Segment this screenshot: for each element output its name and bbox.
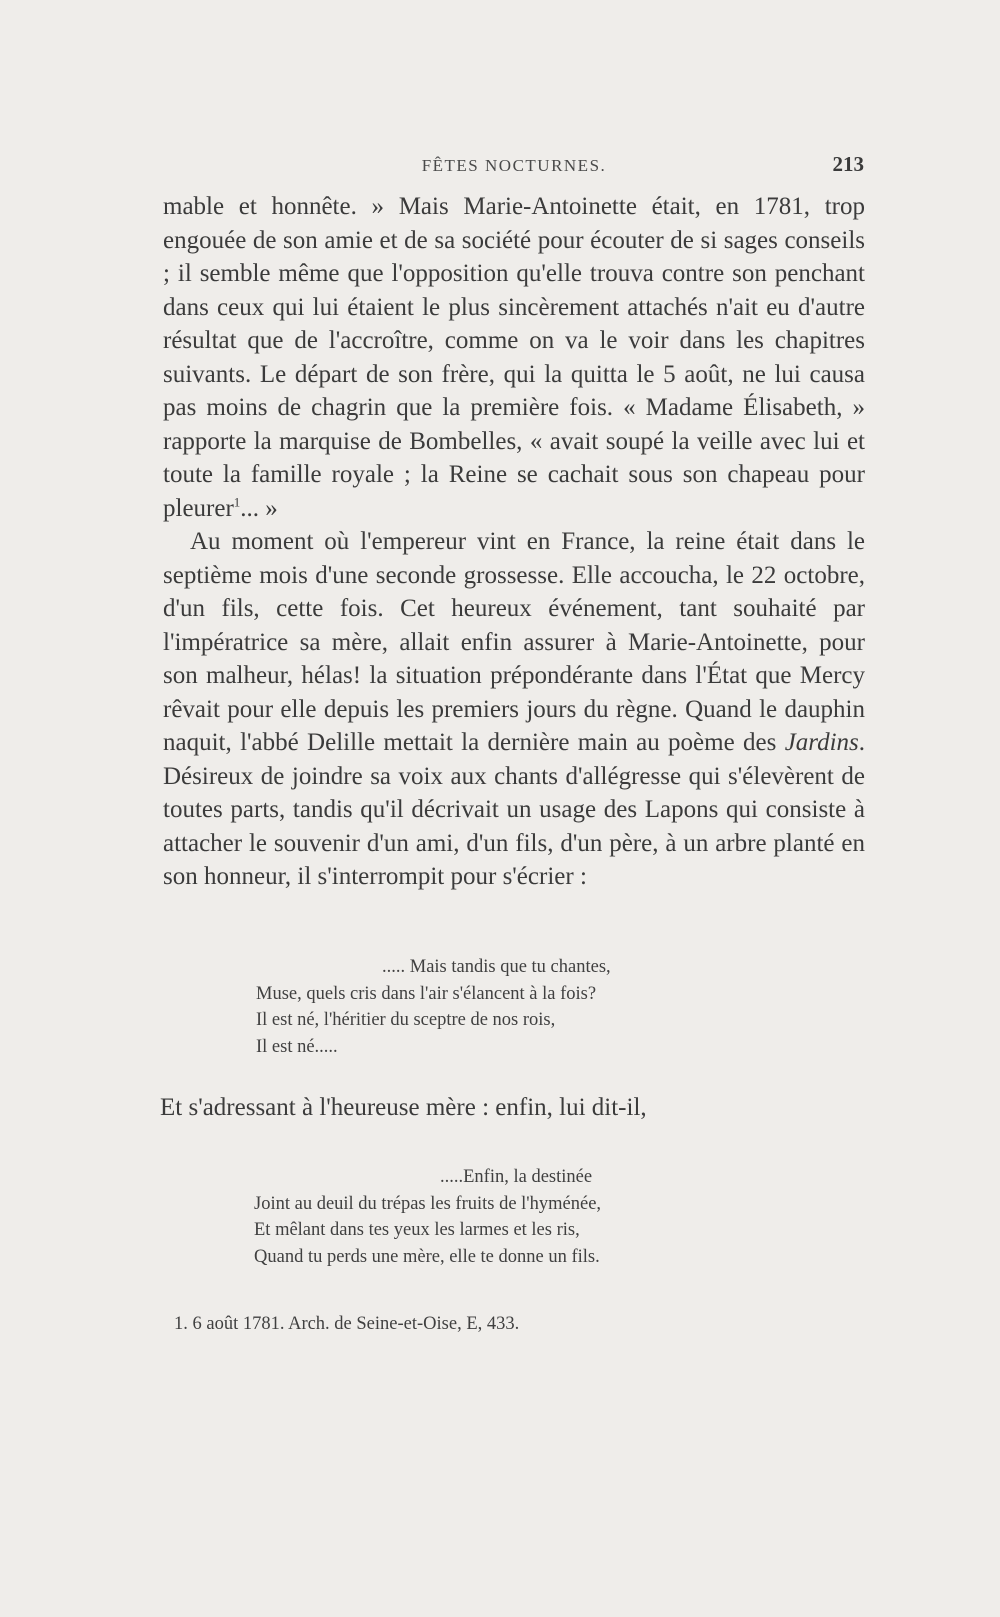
page-header — [164, 152, 864, 182]
paragraph-1-end: ... » — [240, 494, 278, 522]
body-text — [163, 190, 865, 894]
paragraph-1 — [163, 190, 865, 525]
verse-line: Il est né, l'héritier du sceptre de nos rois, — [256, 1010, 556, 1030]
verse-line: Muse, quels cris dans l'air s'élancent à la fois? — [256, 983, 597, 1004]
footnote: 1. 6 août 1781. Arch. de Seine-et-Oise, E, 433. — [174, 1314, 520, 1334]
verse-line: Joint au deuil du trépas les fruits de l'hyménée, — [254, 1193, 602, 1214]
verse-line: Il est né..... — [256, 1036, 338, 1057]
verse-line: ..... Mais tandis que tu chantes, — [382, 957, 611, 977]
footnote-marker: 1 — [233, 494, 241, 510]
paragraph-2 — [163, 525, 865, 894]
running-head: FÊTES NOCTURNES. — [421, 156, 607, 175]
verse-line: .....Enfin, la destinée — [440, 1167, 593, 1187]
page-number: 213 — [832, 152, 864, 176]
verse-quote-1 — [256, 954, 611, 1060]
verse-line: Quand tu perds une mère, elle te donne un fils. — [254, 1246, 600, 1267]
verse-line: Et mêlant dans tes yeux les larmes et les ris, — [254, 1220, 580, 1240]
book-title-jardins: Jardins — [784, 729, 859, 756]
paragraph-2-end: . Désireux de joindre sa voix aux chants d'allégresse qui s'élevèrent de toutes parts, tandis qu'il décrivait un usage des Lapons qui consiste à attacher le souvenir d'un ami, d'un fils, d'un père, à un arbre planté en son honneur, il s'interrompit pour s'écrier : — [163, 729, 866, 890]
paragraph-2-text: Au moment où l'empereur vint en France, la reine était dans le septième mois d'une seconde grossesse. Elle accoucha, le 22 octobre, d'un fils, cette fois. Cet heureux événement, tant souhaité par l'impératrice sa mère, allait enfin assurer à Marie-Antoinette, pour son malheur, hélas! la situation prépondérante dans l'État que Mercy rêvait pour elle depuis les premiers jours du règne. Quand le dauphin naquit, l'abbé Delille mettait la dernière main au poème des — [163, 528, 865, 756]
lead-in-line: Et s'adressant à l'heureuse mère : enfin, lui dit-il, — [160, 1094, 647, 1121]
paragraph-1-text: mable et honnête. » Mais Marie-Antoinette était, en 1781, trop engouée de son amie et de sa société pour écouter de si sages conseils ; il semble même que l'opposition qu'elle trouva contre son penchant dans ceux qui lui étaient le plus sincèrement attachés n'ait eu d'autre résultat que de l'accroître, comme on va le voir dans les chapitres suivants. Le départ de son frère, qui la quitta le 5 août, ne lui causa pas moins de chagrin que la première fois. « Madame Élisabeth, » rapporte la marquise de Bombelles, « avait soupé la veille avec lui et toute la famille royale ; la Reine se cachait sous son chapeau pour pleurer — [163, 193, 865, 522]
verse-quote-2 — [254, 1164, 601, 1270]
